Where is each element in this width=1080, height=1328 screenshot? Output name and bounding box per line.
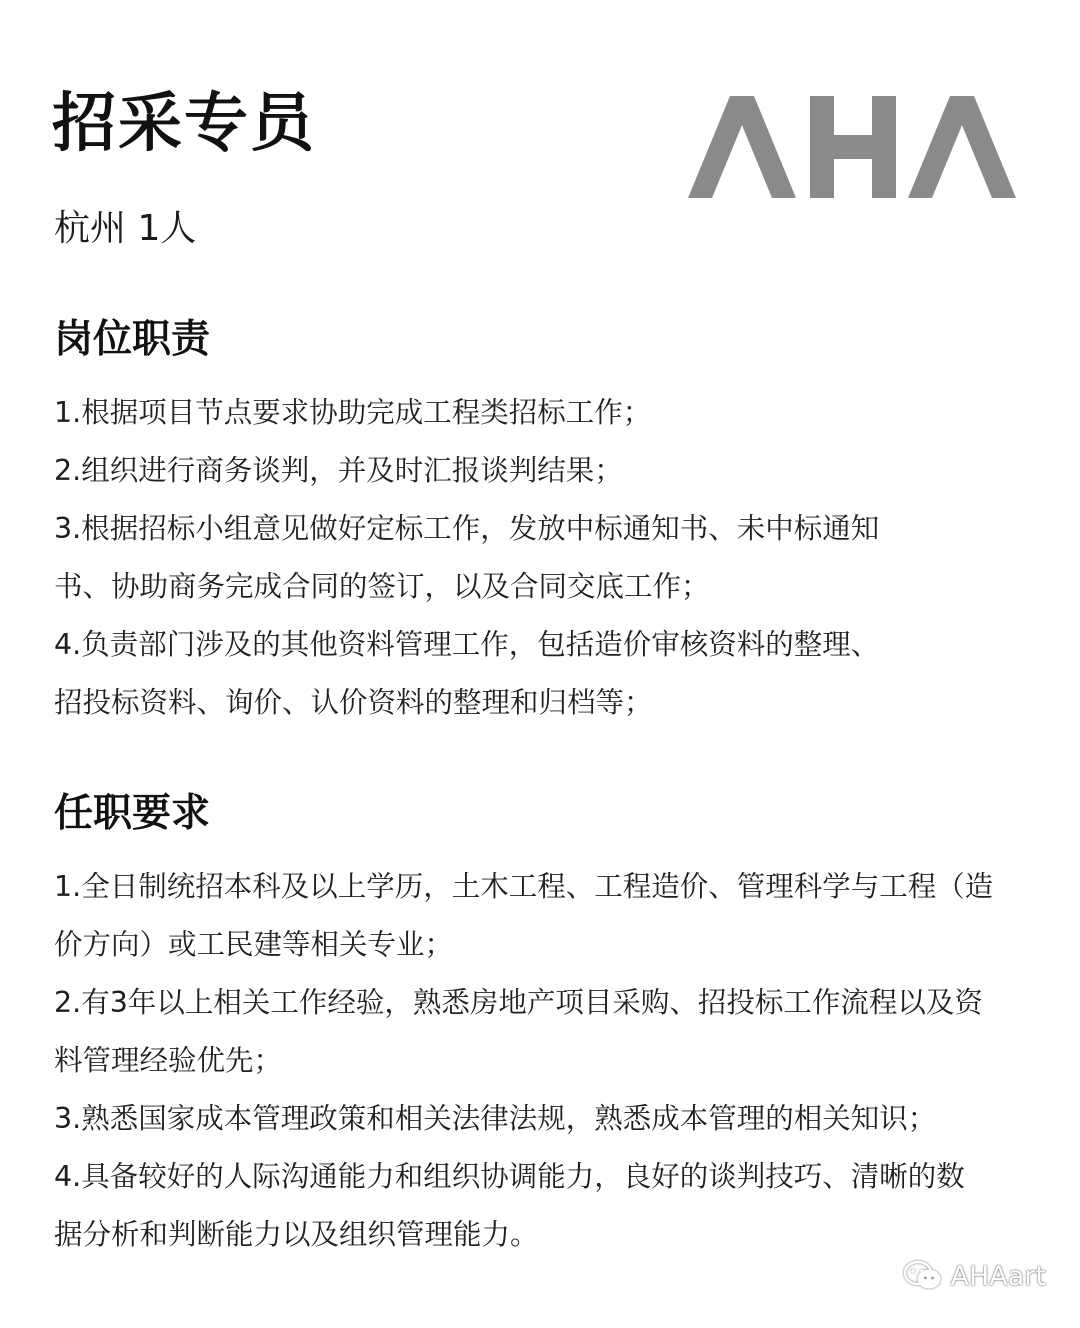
requirement-item: 2.有3年以上相关工作经验，熟悉房地产项目采购、招投标工作流程以及资 料管理经验优先； — [54, 986, 983, 1077]
logo-letter-a2-right — [950, 96, 1016, 198]
duties-list — [54, 384, 1060, 732]
logo-letter-h-left — [810, 96, 834, 198]
wechat-icon — [903, 1260, 943, 1292]
watermark-text: AHAart — [950, 1260, 1046, 1292]
requirement-item: 4.具备较好的人际沟通能力和组织协调能力，良好的谈判技巧、清晰的数 据分析和判断能力以及组织管理能力。 — [54, 1160, 965, 1251]
requirements-heading: 任职要求 — [54, 791, 211, 836]
duty-item: 4.负责部门涉及的其他资料管理工作，包括造价审核资料的整理、 招投标资料、询价、认价资料的整理和归档等； — [54, 628, 880, 719]
duty-item: 3.根据招标小组意见做好定标工作，发放中标通知书、未中标通知 书、协助商务完成合同的签订，以及合同交底工作； — [54, 512, 880, 603]
requirements-list — [54, 858, 1060, 1264]
watermark — [903, 1260, 1046, 1292]
logo-letter-h-bar — [834, 135, 872, 159]
aha-logo — [688, 96, 1016, 198]
job-location: 杭州 1人 — [54, 208, 197, 249]
logo-letter-a-right — [730, 96, 796, 198]
job-title: 招采专员 — [52, 87, 316, 161]
requirement-item: 1.全日制统招本科及以上学历，土木工程、工程造价、管理科学与工程（造 价方向）或工民建等相关专业； — [54, 870, 994, 961]
requirement-item: 3.熟悉国家成本管理政策和相关法律法规，熟悉成本管理的相关知识； — [54, 1102, 937, 1135]
logo-letter-h-right — [872, 96, 896, 198]
duties-heading: 岗位职责 — [54, 317, 211, 362]
duty-item: 2.组织进行商务谈判，并及时汇报谈判结果； — [54, 454, 623, 487]
duty-item: 1.根据项目节点要求协助完成工程类招标工作； — [54, 396, 652, 429]
